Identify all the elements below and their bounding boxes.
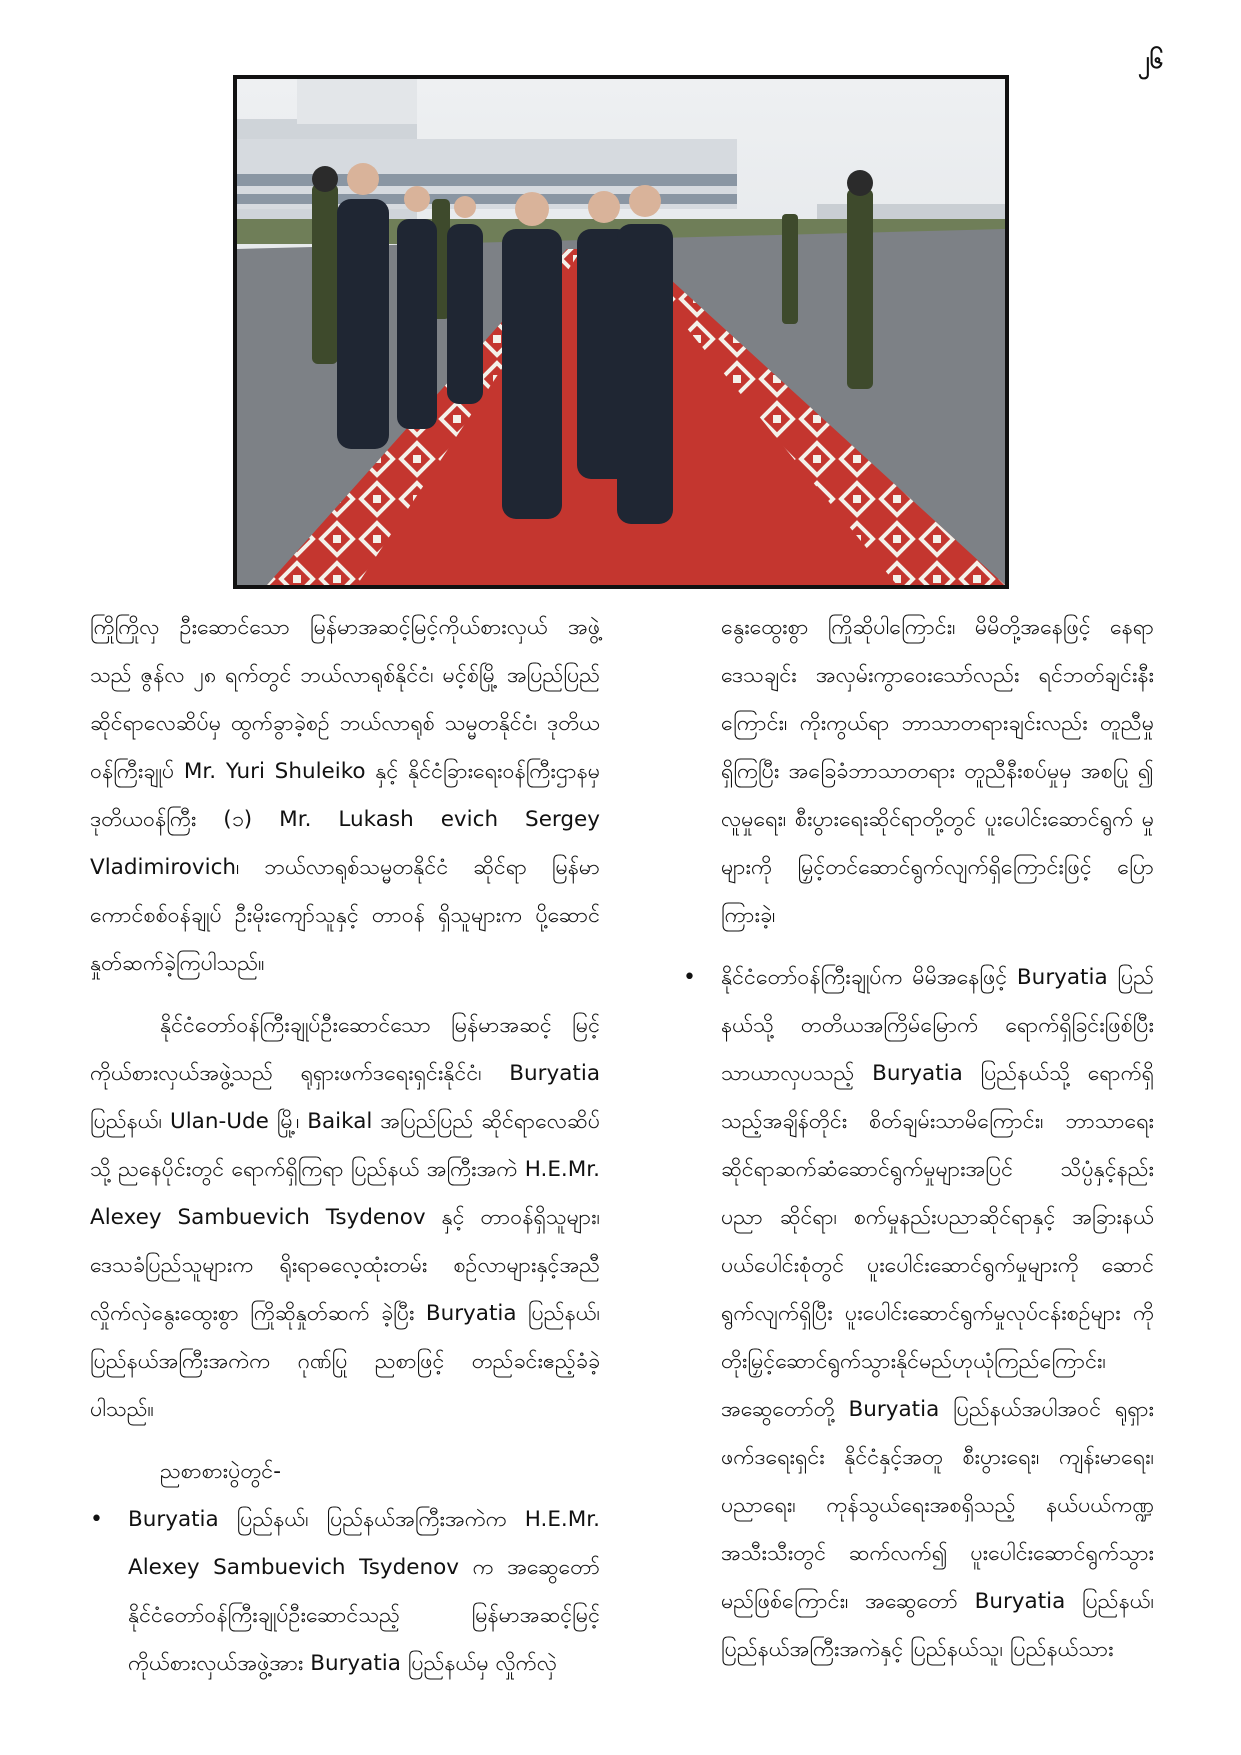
photo-image xyxy=(237,79,1005,585)
intro-paragraph: ကြိုကြိုလှ ဦးဆောင်သော မြန်မာအဆင့်မြင့်ကိုယ်စားလှယ် အဖွဲ့သည် ဇွန်လ ၂၈ ရက်တွင် ဘယ်လာရုစ်နိုင်ငံ၊ မင့်စ်မြို့ အပြည်ပြည်ဆိုင်ရာလေဆိပ်မှ ထွက်ခွာခဲ့စဉ် ဘယ်လာရုစ် သမ္မတနိုင်ငံ၊ ဒုတိယဝန်ကြီးချုပ် Mr. Yuri Shuleiko နှင့် နိုင်ငံခြားရေးဝန်ကြီးဌာနမှ ဒုတိယဝန်ကြီး (၁) Mr. Lukash evich Sergey Vladimirovich၊ ဘယ်လာရုစ်သမ္မတနိုင်ငံ ဆိုင်ရာ မြန်မာကောင်စစ်ဝန်ချုပ် ဦးမိုးကျော်သူနှင့် တာဝန် ရှိသူများက ပို့ဆောင်နှုတ်ဆက်ခဲ့ကြပါသည်။ xyxy=(90,615,600,976)
dinner-heading: ညစာစားပွဲတွင်- xyxy=(160,1459,281,1484)
news-photo xyxy=(233,75,1009,589)
page-number: ၂၆ xyxy=(1137,46,1163,74)
list-item-text: နွေးထွေးစွာ ကြိုဆိုပါကြောင်း၊ မိမိတို့အနေဖြင့် နေရာ ဒေသချင်း အလှမ်းကွာဝေးသော်လည်း ရင်ဘတ်ချင်းနီး ကြောင်း၊ ကိုးကွယ်ရာ ဘာသာတရားချင်းလည်း တူညီမှု ရှိကြပြီး အခြေခံဘာသာတရား တူညီနီးစပ်မှုမှ အစပြု ၍ လူမှုရေး၊ စီးပွားရေးဆိုင်ရာတို့တွင် ပူးပေါင်းဆောင်ရွက် မှုများကို မြှင့်တင်ဆောင်ရွက်လျက်ရှိကြောင်းဖြင့် ပြော ကြားခဲ့၊ xyxy=(721,615,1154,928)
bullet-icon: • xyxy=(90,1507,103,1532)
list-item xyxy=(683,954,1154,1674)
left-column xyxy=(90,604,600,1688)
bullet-icon: • xyxy=(683,965,696,990)
list-item-text: နိုင်ငံတော်ဝန်ကြီးချုပ်က မိမိအနေဖြင့် Buryatia ပြည် နယ်သို့ တတိယအကြိမ်မြောက် ရောက်ရှိခြင်းဖြစ်ပြီး သာယာလှပသည့် Buryatia ပြည်နယ်သို့ ရောက်ရှိ သည့်အချိန်တိုင်း စိတ်ချမ်းသာမိကြောင်း၊ ဘာသာရေး ဆိုင်ရာဆက်ဆံဆောင်ရွက်မှုများအပြင် သိပ္ပံနှင့်နည်း ပညာ ဆိုင်ရာ၊ စက်မှုနည်းပညာဆိုင်ရာနှင့် အခြားနယ် ပယ်ပေါင်းစုံတွင် ပူးပေါင်းဆောင်ရွက်မှုများကို ဆောင် ရွက်လျက်ရှိပြီး ပူးပေါင်းဆောင်ရွက်မှုလုပ်ငန်းစဉ်များ ကို တိုးမြှင့်ဆောင်ရွက်သွားနိုင်မည်ဟုယုံကြည်ကြောင်း၊ အဆွေတော်တို့ Buryatia ပြည်နယ်အပါအဝင် ရုရှား ဖက်ဒရေးရှင်း နိုင်ငံနှင့်အတူ စီးပွားရေး၊ ကျန်းမာရေး၊ ပညာရေး၊ ကုန်သွယ်ရေးအစရှိသည့် နယ်ပယ်ကဏ္ဍ အသီးသီးတွင် ဆက်လက်၍ ပူးပေါင်းဆောင်ရွက်သွား မည်ဖြစ်ကြောင်း၊ အဆွေတော် Buryatia ပြည်နယ်၊ ပြည်နယ်အကြီးအကဲနှင့် ပြည်နယ်သူ၊ ပြည်နယ်သား xyxy=(721,965,1154,1662)
list-item-continued xyxy=(683,604,1154,940)
list-item-text: Buryatia ပြည်နယ်၊ ပြည်နယ်အကြီးအကဲက H.E.Mr. Alexey Sambuevich Tsydenov က အဆွေတော် နိုင်ငံတော်ဝန်ကြီးချုပ်ဦးဆောင်သည့် မြန်မာအဆင့်မြင့် ကိုယ်စားလှယ်အဖွဲ့အား Buryatia ပြည်နယ်မှ လှိုက်လှဲ xyxy=(128,1507,600,1676)
right-column xyxy=(683,604,1154,1674)
arrival-paragraph: နိုင်ငံတော်ဝန်ကြီးချုပ်ဦးဆောင်သော မြန်မာအဆင့် မြင့်ကိုယ်စားလှယ်အဖွဲ့သည် ရုရှားဖက်ဒရေးရှင်းနိုင်ငံ၊ Buryatia ပြည်နယ်၊ Ulan-Ude မြို့၊ Baikal အပြည်ပြည် ဆိုင်ရာလေဆိပ်သို့ ညနေပိုင်းတွင် ရောက်ရှိကြရာ ပြည်နယ် အကြီးအကဲ H.E.Mr. Alexey Sambuevich Tsydenov နှင့် တာဝန်ရှိသူများ၊ ဒေသခံပြည်သူများက ရိုးရာဓလေ့ထုံးတမ်း စဉ်လာများနှင့်အညီ လှိုက်လှဲနွေးထွေးစွာ ကြိုဆိုနှုတ်ဆက် ခဲ့ပြီး Buryatia ပြည်နယ်၊ ပြည်နယ်အကြီးအကဲက ဂုဏ်ပြု ညစာဖြင့် တည်ခင်းဧည့်ခံခဲ့ပါသည်။ xyxy=(90,1013,600,1422)
list-item xyxy=(90,1496,600,1688)
